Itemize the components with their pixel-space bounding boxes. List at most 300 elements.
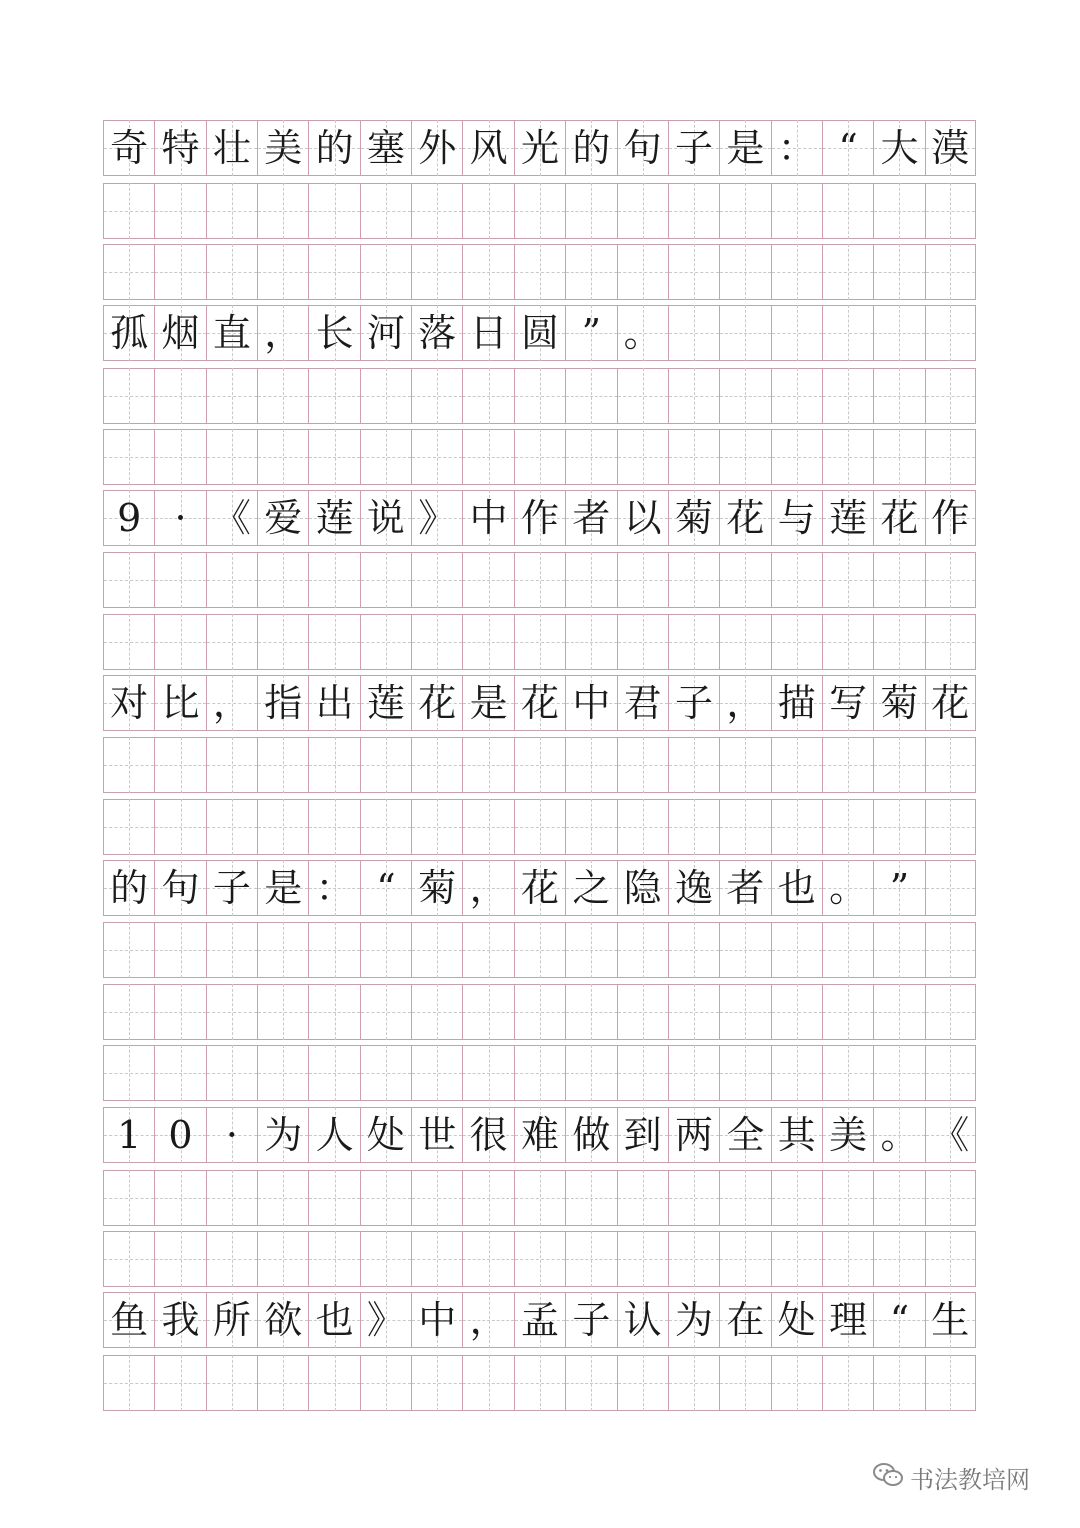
grid-cell	[719, 305, 770, 361]
grid-cell	[154, 737, 205, 793]
guide-line	[618, 1383, 668, 1384]
guide-line	[823, 1383, 873, 1384]
character: 在	[726, 1298, 765, 1342]
guide-line	[155, 1383, 205, 1384]
guide-line	[823, 1259, 873, 1260]
grid-cell	[719, 614, 770, 670]
guide-line	[874, 950, 924, 951]
character: 为	[675, 1298, 714, 1342]
grid-cell	[360, 120, 411, 176]
grid-cell	[565, 860, 616, 916]
grid-cell	[462, 120, 513, 176]
grid-cell	[257, 1107, 308, 1163]
character: 人	[315, 1113, 354, 1157]
grid-cell	[206, 1107, 257, 1163]
grid-cell	[617, 984, 668, 1040]
wechat-icon	[872, 1461, 904, 1495]
guide-line	[720, 827, 770, 828]
guide-line	[155, 1198, 205, 1199]
guide-line	[823, 272, 873, 273]
grid-cell	[822, 120, 873, 176]
blank-practice-line	[103, 922, 976, 978]
guide-line	[566, 827, 616, 828]
grid-cell	[206, 799, 257, 855]
guide-line	[874, 457, 924, 458]
grid-cell	[514, 183, 565, 239]
grid-cell	[103, 799, 154, 855]
text-line	[103, 1107, 976, 1163]
grid-cell	[462, 244, 513, 300]
character: 外	[418, 126, 457, 170]
grid-cell	[206, 183, 257, 239]
character: 以	[623, 496, 662, 540]
guide-line	[772, 642, 822, 643]
grid-cell	[103, 1170, 154, 1226]
guide-line	[823, 1012, 873, 1013]
guide-line	[566, 1073, 616, 1074]
grid-cell	[719, 429, 770, 485]
grid-cell	[617, 860, 668, 916]
guide-line	[772, 457, 822, 458]
character	[926, 305, 975, 361]
grid-cell	[308, 183, 359, 239]
character: 》	[366, 1298, 405, 1342]
grid-cell	[360, 1107, 411, 1163]
guide-line	[155, 1012, 205, 1013]
grid-cell	[925, 614, 976, 670]
grid-cell	[103, 1045, 154, 1101]
grid-cell	[873, 675, 924, 731]
character: ”	[889, 866, 910, 910]
grid-cell	[925, 183, 976, 239]
guide-line	[309, 580, 359, 581]
character: 欲	[264, 1298, 303, 1342]
guide-line	[823, 765, 873, 766]
grid-cell	[154, 614, 205, 670]
guide-line	[772, 396, 822, 397]
grid-cell	[822, 183, 873, 239]
grid-cell	[771, 1355, 822, 1411]
grid-cell	[925, 490, 976, 546]
grid-cell	[771, 1170, 822, 1226]
character: ，	[469, 866, 508, 910]
grid-cell	[411, 1045, 462, 1101]
grid-cell	[822, 737, 873, 793]
guide-line	[566, 457, 616, 458]
guide-line	[669, 396, 719, 397]
grid-cell	[308, 614, 359, 670]
grid-cell	[308, 120, 359, 176]
character: ·	[225, 1113, 238, 1157]
guide-line	[926, 950, 975, 951]
character: 菊	[418, 866, 457, 910]
grid-cell	[925, 1355, 976, 1411]
guide-line	[309, 642, 359, 643]
character: 很	[469, 1113, 508, 1157]
grid-cell	[565, 1170, 616, 1226]
grid-cell	[411, 1170, 462, 1226]
guide-line	[823, 1073, 873, 1074]
grid-cell	[103, 860, 154, 916]
guide-line	[412, 827, 462, 828]
character: 其	[777, 1113, 816, 1157]
grid-cell	[103, 1292, 154, 1348]
grid-cell	[154, 1170, 205, 1226]
grid-cell	[360, 244, 411, 300]
grid-cell	[206, 368, 257, 424]
grid-cell	[771, 737, 822, 793]
blank-practice-line	[103, 1355, 976, 1411]
grid-cell	[514, 1355, 565, 1411]
guide-line	[463, 211, 513, 212]
character: 光	[520, 126, 559, 170]
grid-cell	[771, 675, 822, 731]
grid-cell	[411, 984, 462, 1040]
guide-line	[258, 396, 308, 397]
blank-practice-line	[103, 799, 976, 855]
character	[772, 305, 822, 361]
grid-cell	[565, 1231, 616, 1287]
guide-line	[309, 765, 359, 766]
grid-cell	[514, 429, 565, 485]
guide-line	[515, 1259, 565, 1260]
guide-line	[258, 580, 308, 581]
grid-cell	[668, 552, 719, 608]
grid-cell	[154, 183, 205, 239]
character: 描	[777, 681, 816, 725]
guide-line	[618, 765, 668, 766]
guide-line	[258, 1383, 308, 1384]
guide-line	[515, 1383, 565, 1384]
guide-line	[669, 642, 719, 643]
character: 到	[623, 1113, 662, 1157]
character	[874, 305, 924, 361]
grid-cell	[360, 614, 411, 670]
grid-cell	[668, 429, 719, 485]
character: 生	[931, 1298, 970, 1342]
grid-cell	[617, 1107, 668, 1163]
grid-cell	[668, 799, 719, 855]
guide-line	[207, 1259, 257, 1260]
grid-cell	[206, 1355, 257, 1411]
grid-cell	[719, 244, 770, 300]
grid-cell	[462, 368, 513, 424]
character: ：	[315, 866, 354, 910]
grid-cell	[514, 675, 565, 731]
character: ”	[581, 311, 602, 355]
grid-cell	[719, 552, 770, 608]
grid-cell	[154, 305, 205, 361]
grid-cell	[617, 675, 668, 731]
grid-cell	[462, 490, 513, 546]
guide-line	[926, 396, 975, 397]
grid-cell	[360, 984, 411, 1040]
grid-cell	[822, 1107, 873, 1163]
character: 日	[469, 311, 508, 355]
guide-line	[207, 1383, 257, 1384]
guide-line	[720, 396, 770, 397]
grid-cell	[925, 305, 976, 361]
grid-cell	[719, 1045, 770, 1101]
character: 。	[623, 311, 662, 355]
guide-line	[926, 272, 975, 273]
grid-cell	[925, 860, 976, 916]
guide-line	[720, 950, 770, 951]
guide-line	[104, 1012, 154, 1013]
guide-line	[720, 211, 770, 212]
grid-cell	[514, 737, 565, 793]
character: 花	[931, 681, 970, 725]
grid-cell	[565, 799, 616, 855]
guide-line	[309, 1198, 359, 1199]
grid-cell	[565, 183, 616, 239]
grid-cell	[411, 305, 462, 361]
grid-cell	[822, 860, 873, 916]
grid-cell	[411, 490, 462, 546]
grid-cell	[514, 860, 565, 916]
guide-line	[463, 1259, 513, 1260]
guide-line	[412, 1259, 462, 1260]
grid-cell	[873, 368, 924, 424]
grid-cell	[565, 1292, 616, 1348]
grid-cell	[719, 860, 770, 916]
character	[823, 305, 873, 361]
guide-line	[258, 272, 308, 273]
grid-cell	[462, 737, 513, 793]
character: 菊	[675, 496, 714, 540]
guide-line	[515, 827, 565, 828]
guide-line	[926, 642, 975, 643]
guide-line	[361, 950, 411, 951]
guide-line	[669, 1073, 719, 1074]
guide-line	[772, 1198, 822, 1199]
grid-cell	[462, 183, 513, 239]
character: 莲	[829, 496, 868, 540]
grid-cell	[617, 614, 668, 670]
grid-cell	[565, 614, 616, 670]
guide-line	[463, 1012, 513, 1013]
grid-cell	[154, 120, 205, 176]
guide-line	[207, 950, 257, 951]
grid-cell	[771, 1231, 822, 1287]
guide-line	[361, 765, 411, 766]
grid-cell	[565, 305, 616, 361]
character: 处	[777, 1298, 816, 1342]
grid-cell	[822, 490, 873, 546]
guide-line	[515, 642, 565, 643]
character: 作	[931, 496, 970, 540]
character: 花	[726, 496, 765, 540]
guide-line	[515, 457, 565, 458]
grid-cell	[154, 368, 205, 424]
guide-line	[874, 1259, 924, 1260]
guide-line	[104, 1383, 154, 1384]
character: 《	[931, 1113, 970, 1157]
blank-practice-line	[103, 1170, 976, 1226]
grid-cell	[462, 614, 513, 670]
guide-line	[463, 950, 513, 951]
guide-line	[412, 457, 462, 458]
character: 漠	[931, 126, 970, 170]
grid-cell	[308, 490, 359, 546]
grid-cell	[719, 490, 770, 546]
character: 隐	[623, 866, 662, 910]
character: 处	[366, 1113, 405, 1157]
guide-line	[874, 765, 924, 766]
grid-cell	[206, 244, 257, 300]
guide-line	[309, 272, 359, 273]
grid-cell	[154, 490, 205, 546]
guide-line	[823, 580, 873, 581]
grid-cell	[257, 490, 308, 546]
guide-line	[618, 1073, 668, 1074]
character: 花	[880, 496, 919, 540]
grid-cell	[206, 1170, 257, 1226]
grid-cell	[822, 984, 873, 1040]
guide-line	[720, 457, 770, 458]
grid-cell	[308, 1045, 359, 1101]
guide-line	[309, 211, 359, 212]
grid-cell	[257, 675, 308, 731]
guide-line	[104, 396, 154, 397]
guide-line	[463, 642, 513, 643]
grid-cell	[103, 675, 154, 731]
grid-cell	[411, 799, 462, 855]
grid-cell	[462, 922, 513, 978]
guide-line	[412, 396, 462, 397]
guide-line	[669, 950, 719, 951]
grid-cell	[719, 984, 770, 1040]
guide-line	[412, 642, 462, 643]
character: 壮	[212, 126, 251, 170]
grid-cell	[822, 614, 873, 670]
character: 句	[161, 866, 200, 910]
grid-cell	[822, 368, 873, 424]
grid-cell	[154, 922, 205, 978]
guide-line	[618, 457, 668, 458]
grid-cell	[257, 429, 308, 485]
guide-line	[207, 272, 257, 273]
guide-line	[412, 1383, 462, 1384]
grid-cell	[308, 737, 359, 793]
character: 花	[520, 866, 559, 910]
grid-cell	[719, 1170, 770, 1226]
grid-cell	[822, 244, 873, 300]
grid-cell	[719, 799, 770, 855]
guide-line	[618, 272, 668, 273]
guide-line	[566, 1259, 616, 1260]
grid-cell	[154, 1107, 205, 1163]
guide-line	[155, 642, 205, 643]
character: 世	[418, 1113, 457, 1157]
guide-line	[720, 1198, 770, 1199]
guide-line	[309, 457, 359, 458]
grid-cell	[103, 183, 154, 239]
character: 也	[315, 1298, 354, 1342]
grid-cell	[154, 1355, 205, 1411]
guide-line	[515, 1073, 565, 1074]
grid-cell	[668, 922, 719, 978]
grid-cell	[771, 1107, 822, 1163]
grid-cell	[719, 368, 770, 424]
blank-practice-line	[103, 1045, 976, 1101]
grid-cell	[103, 1231, 154, 1287]
guide-line	[618, 642, 668, 643]
grid-cell	[308, 922, 359, 978]
grid-cell	[668, 1231, 719, 1287]
guide-line	[361, 642, 411, 643]
blank-practice-line	[103, 614, 976, 670]
grid-cell	[822, 1292, 873, 1348]
grid-cell	[103, 1107, 154, 1163]
grid-cell	[360, 1355, 411, 1411]
grid-cell	[308, 1170, 359, 1226]
guide-line	[874, 1012, 924, 1013]
guide-line	[361, 211, 411, 212]
character: 美	[264, 126, 303, 170]
grid-cell	[565, 368, 616, 424]
text-line	[103, 490, 976, 546]
guide-line	[618, 396, 668, 397]
grid-cell	[462, 984, 513, 1040]
grid-cell	[565, 922, 616, 978]
guide-line	[258, 1012, 308, 1013]
grid-cell	[771, 552, 822, 608]
grid-cell	[462, 1231, 513, 1287]
grid-cell	[925, 120, 976, 176]
guide-line	[515, 580, 565, 581]
guide-line	[618, 211, 668, 212]
character: 》	[418, 496, 457, 540]
character: 0	[168, 1113, 193, 1157]
grid-cell	[411, 614, 462, 670]
grid-cell	[822, 1170, 873, 1226]
guide-line	[104, 457, 154, 458]
grid-cell	[103, 368, 154, 424]
guide-line	[463, 457, 513, 458]
grid-cell	[257, 1045, 308, 1101]
grid-cell	[925, 922, 976, 978]
character: 特	[161, 126, 200, 170]
grid-cell	[360, 922, 411, 978]
character: 写	[829, 681, 868, 725]
grid-cell	[565, 1045, 616, 1101]
character: 的	[572, 126, 611, 170]
grid-cell	[411, 244, 462, 300]
grid-cell	[771, 490, 822, 546]
grid-cell	[257, 244, 308, 300]
grid-cell	[565, 737, 616, 793]
grid-cell	[257, 368, 308, 424]
grid-cell	[257, 552, 308, 608]
guide-line	[412, 1073, 462, 1074]
grid-cell	[360, 1170, 411, 1226]
character: 两	[675, 1113, 714, 1157]
grid-cell	[257, 737, 308, 793]
grid-cell	[462, 1292, 513, 1348]
guide-line	[515, 396, 565, 397]
grid-cell	[462, 675, 513, 731]
guide-line	[361, 1198, 411, 1199]
character: ·	[174, 496, 187, 540]
guide-line	[720, 1073, 770, 1074]
guide-line	[309, 1012, 359, 1013]
grid-cell	[771, 368, 822, 424]
character: 菊	[880, 681, 919, 725]
guide-line	[772, 211, 822, 212]
grid-cell	[103, 552, 154, 608]
grid-cell	[103, 244, 154, 300]
